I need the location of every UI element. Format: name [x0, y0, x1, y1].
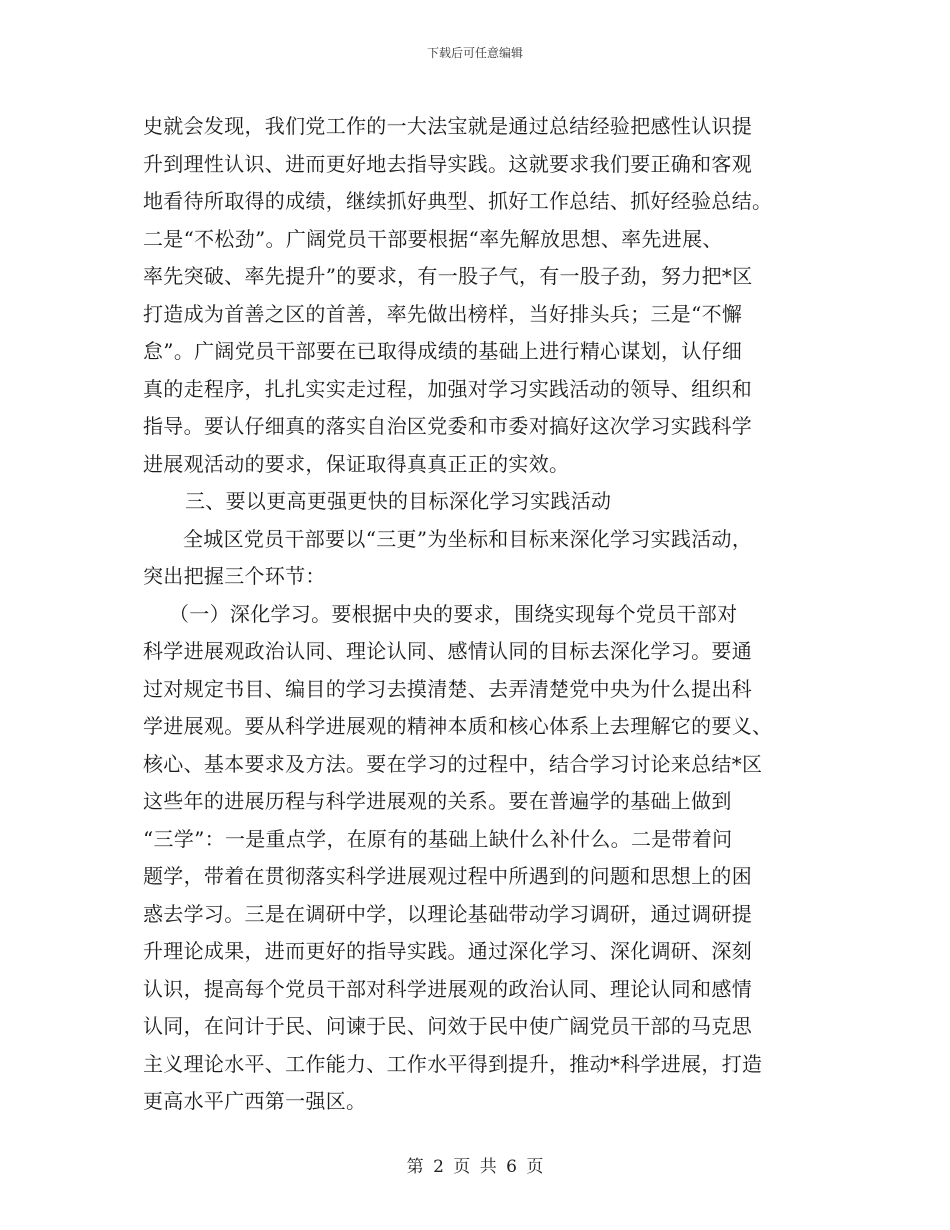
body-line: 核心、基本要求及方法。要在学习的过程中，结合学习讨论来总结*区: [143, 751, 763, 776]
body-line: 升理论成果，进而更好的指导实践。通过深化学习、深化调研、深刻: [143, 939, 752, 963]
body-line: 过对规定书目、编目的学习去摸清楚、去弄清楚党中央为什么提出科: [143, 676, 752, 701]
body-line: 主义理论水平、工作能力、工作水平得到提升，推动*科学进展，打造: [143, 1051, 763, 1076]
body-line: 科学进展观政治认同、理论认同、感情认同的目标去深化学习。要通: [143, 639, 752, 663]
body-line: 题学，带着在贯彻落实科学进展观过程中所遇到的问题和思想上的困: [143, 864, 752, 888]
body-line: 地看待所取得的成绩，继续抓好典型、抓好工作总结、抓好经验总结。: [143, 189, 773, 213]
body-line: 史就会发现，我们党工作的一大法宝就是通过总结经验把感性认识提: [143, 114, 752, 138]
header-note: 下载后可任意编辑: [426, 46, 523, 60]
body-line: 全城区党员干部要以“三更”为坐标和目标来深化学习实践活动，: [183, 526, 753, 551]
body-line: 更高水平广西第一强区。: [143, 1089, 367, 1113]
body-line: 这些年的进展历程与科学进展观的关系。要在普遍学的基础上做到: [143, 789, 732, 813]
body-line: “三学”：一是重点学，在原有的基础上缺什么补什么。二是带着问: [143, 826, 733, 851]
page-number: 第 2 页 共 6 页: [406, 1157, 544, 1177]
subsection-line: （一）深化学习。要根据中央的要求，围绕实现每个党员干部对: [169, 601, 738, 626]
body-line: 二是“不松劲”。广阔党员干部要根据“率先解放思想、率先进展、: [143, 226, 723, 251]
body-line: 进展观活动的要求，保证取得真真正正的实效。: [143, 451, 570, 476]
body-line: 率先突破、率先提升”的要求，有一股子气，有一股子劲，努力把*区: [143, 264, 753, 288]
body-line: 突出把握三个环节：: [143, 564, 326, 588]
body-line: 惑去学习。三是在调研中学，以理论基础带动学习调研，通过调研提: [143, 901, 752, 926]
body-line: 认识，提高每个党员干部对科学进展观的政治认同、理论认同和感情: [143, 976, 752, 1001]
section-heading: 三、要以更高更强更快的目标深化学习实践活动: [185, 489, 612, 513]
body-line: 升到理性认识、进而更好地去指导实践。这就要求我们要正确和客观: [143, 151, 752, 176]
body-line: 学进展观。要从科学进展观的精神本质和核心体系上去理解它的要义、: [143, 714, 773, 738]
body-line: 打造成为首善之区的首善，率先做出榜样，当好排头兵；三是“不懈: [143, 301, 743, 326]
body-line: 指导。要认仔细真的落实自治区党委和市委对搞好这次学习实践科学: [143, 414, 752, 438]
body-line: 真的走程序，扎扎实实走过程，加强对学习实践活动的领导、组织和: [143, 376, 752, 401]
body-line: 怠”。广阔党员干部要在已取得成绩的基础上进行精心谋划，认仔细: [143, 339, 743, 363]
document-body: [143, 108, 808, 1121]
body-line: 认同，在问计于民、问谏于民、问效于民中使广阔党员干部的马克思: [143, 1014, 752, 1038]
